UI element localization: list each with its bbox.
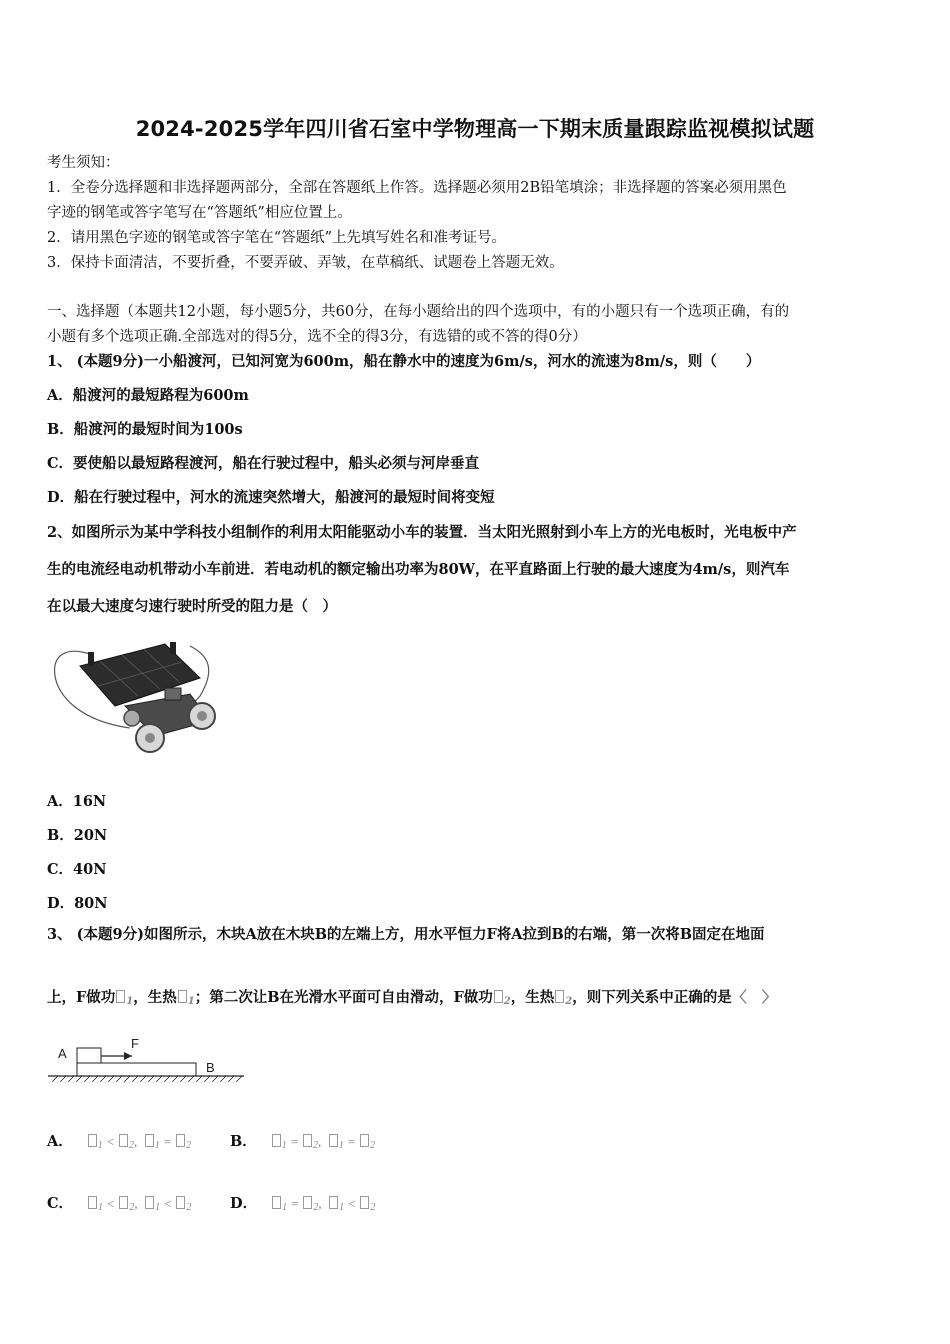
page-title: 2024-2025学年四川省石室中学物理高一下期末质量跟踪监视模拟试题 [135, 117, 815, 141]
q3-option-d: D． $_1$ = $_2$, $_1$ < $_2$ [230, 1195, 376, 1213]
q3-stem-line-2 [47, 988, 777, 1011]
notice-line-1a: 1．全卷分选择题和非选择题两部分，全部在答题纸上作答。选择题必须用2B铅笔填涂；非选择题的答案必须用黑色 [47, 180, 787, 196]
figure-label-f: F [131, 1036, 139, 1051]
work-symbol-icon [494, 990, 503, 1003]
subscript: 2 [565, 996, 573, 1007]
option-letter: A． [47, 1133, 73, 1150]
figure-label-a: A [58, 1046, 67, 1061]
option-letter: C． [47, 1195, 74, 1212]
q1-option-d: D．船在行驶过程中，河水的流速突然增大，船渡河的最短时间将变短 [47, 489, 495, 506]
q3-text-c: ；第二次让B在光滑水平面可自由滑动，F做功 [194, 989, 493, 1006]
q3-stem-line-1: 3、 (本题9分)如图所示，木块A放在木块B的左端上方，用水平恒力F将A拉到B的右端，第一次将B固定在地面 [47, 926, 765, 943]
q3-text-a: 上，F做功 [47, 989, 116, 1006]
q2-stem-line-3: 在以最大速度匀速行驶时所受的阻力是（ ） [47, 598, 337, 615]
q2-stem-line-1: 2、如图所示为某中学科技小组制作的利用太阳能驱动小车的装置．当太阳光照射到小车上方的光电板时，光电板中产 [47, 524, 797, 541]
section-header-line-1: 一、选择题（本题共12小题，每小题5分，共60分，在每小题给出的四个选项中，有的小题只有一个选项正确，有的 [47, 304, 790, 320]
option-letter: B． [230, 1133, 257, 1150]
q3-text-b: ，生热 [133, 989, 177, 1006]
heat-symbol-icon [178, 990, 187, 1003]
notice-line-2: 2．请用黑色字迹的钢笔或答字笔在“答题纸”上先填写姓名和准考证号。 [47, 230, 507, 246]
q3-option-b: B． $_1$ = $_2$, $_1$ = $_2$ [230, 1133, 376, 1151]
subscript: 2 [503, 996, 511, 1007]
q1-option-c: C．要使船以最短路程渡河，船在行驶过程中，船头必须与河岸垂直 [47, 455, 480, 472]
blocks-figure [46, 1036, 248, 1088]
q2-option-d: D．80N [47, 895, 108, 912]
answer-parentheses: 〈 〉 [731, 988, 777, 1006]
notice-header: 考生须知： [47, 155, 120, 171]
q3-text-e: ，则下列关系中正确的是 [572, 989, 732, 1006]
notice-line-3: 3．保持卡面清洁，不要折叠，不要弄破、弄皱，在草稿纸、试题卷上答题无效。 [47, 255, 564, 271]
q2-option-b: B．20N [47, 827, 108, 844]
q2-option-c: C．40N [47, 861, 107, 878]
q2-stem-line-2: 生的电流经电动机带动小车前进．若电动机的额定输出功率为80W，在平直路面上行驶的最大速度为4m/s，则汽车 [47, 561, 790, 578]
notice-line-1b: 字迹的钢笔或答字笔写在“答题纸”相应位置上。 [47, 205, 352, 221]
q3-option-a: A． $_1$ < $_2$, $_1$ = $_2$ [47, 1133, 192, 1151]
figure-label-b: B [206, 1060, 215, 1075]
subscript: 1 [187, 996, 195, 1007]
heat-symbol-icon [555, 990, 564, 1003]
q2-option-a: A．16N [47, 793, 107, 810]
option-letter: D． [230, 1195, 258, 1212]
q3-option-c: C． $_1$ < $_2$, $_1$ < $_2$ [47, 1195, 192, 1213]
solar-car-figure [50, 636, 225, 756]
q1-option-b: B．船渡河的最短时间为100s [47, 421, 243, 438]
q1-option-a: A．船渡河的最短路程为600m [47, 387, 249, 404]
q3-text-d: ，生热 [510, 989, 555, 1006]
section-header-line-2: 小题有多个选项正确.全部选对的得5分，选不全的得3分，有选错的或不答的得0分） [47, 329, 587, 345]
subscript: 1 [126, 996, 134, 1007]
work-symbol-icon [116, 990, 125, 1003]
q1-stem: 1、 (本题9分)一小船渡河，已知河宽为600m，船在静水中的速度为6m/s，河水的流速为8m/s，则（ ） [47, 353, 761, 370]
